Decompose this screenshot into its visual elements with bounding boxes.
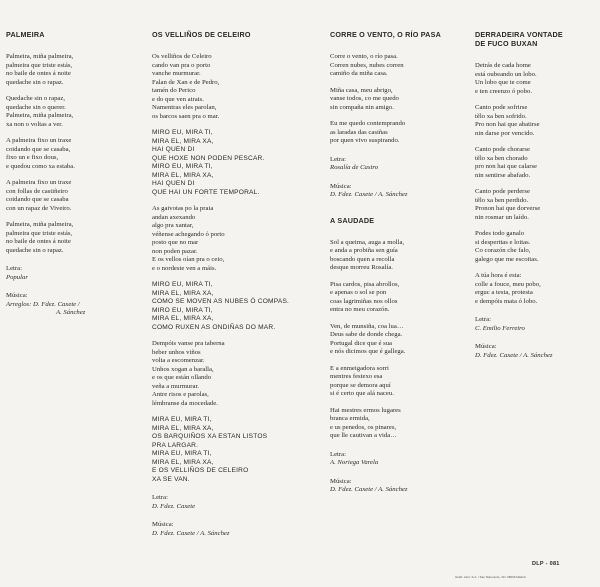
lyric-line: palmeira que triste estás, <box>6 229 73 237</box>
stanza <box>152 416 322 484</box>
lyric-line: Falan de Xan e de Pedro, <box>152 78 220 86</box>
lyric-line: boscando quen a recolla <box>330 255 395 263</box>
lyric-line: algo pra xantar, <box>152 222 194 229</box>
stanza <box>330 281 460 315</box>
stanza <box>330 407 460 441</box>
lyric-line: branca ermida, <box>330 415 370 422</box>
lyric-line: pro non hai que calarse <box>475 163 538 170</box>
lyric-line: vanse todos, co me quedo <box>330 95 399 102</box>
musica-value: D. Fdez. Caxete / A. Sánchez <box>152 529 230 537</box>
musica-value-line: Arreglos: D. Fdez. Caxete / <box>6 300 80 308</box>
stanza <box>330 365 460 399</box>
lyrics-palmeira <box>6 53 131 255</box>
lyric-line: quedache sin o querer. <box>6 103 66 111</box>
lyric-line: A palmeira fixo un traxe <box>6 179 72 186</box>
lyric-line: erguc a testa, protesta <box>475 289 533 296</box>
letra-label: Letra: <box>330 155 346 163</box>
musica-label: Música: <box>330 477 352 485</box>
lyric-line: Eu me quedo contemprando <box>330 120 406 127</box>
stanza <box>330 120 460 146</box>
musica-value: D. Fdez. Caxete / A. Sánchez <box>330 486 408 493</box>
lyric-line: e do que ven atrais. <box>152 95 204 103</box>
lyric-line: xa non o voltas a ver. <box>6 120 63 128</box>
letra-label: Letra: <box>152 494 168 501</box>
lyric-line: XA SE VAN. <box>152 475 190 483</box>
lyric-line: e os que están ollando <box>152 374 212 381</box>
lyric-line: Podes todo ganalo <box>475 230 525 237</box>
stanza <box>330 87 460 113</box>
lyric-line: nin sentirse abafado. <box>475 171 531 179</box>
lyric-line: e quedou como xa estaba. <box>6 162 75 170</box>
lyric-line: tělo xa ben perdido. <box>475 196 529 204</box>
lyric-line: Dempóis vanse pra taberna <box>152 340 225 347</box>
lyric-line: que lle cautivan a vida… <box>330 432 397 439</box>
letra-value: Rosalía de Castro <box>330 164 379 171</box>
lyric-line: desque morreu Rosalía. <box>330 264 393 271</box>
lyric-line: sin compaña nin amigo. <box>330 103 394 111</box>
lyric-line: e us penedos, os pinares, <box>330 423 397 431</box>
lyric-line: camiño da miña casa. <box>330 70 388 77</box>
stanza <box>475 230 595 264</box>
stanza <box>6 221 131 255</box>
lyric-line: Corre o vento, o río pasa. <box>330 53 398 60</box>
lyric-line: HAI QUEN DI <box>152 146 195 153</box>
letra-value: Popular <box>6 273 28 281</box>
lyric-line: cando van pra o porto <box>152 61 211 69</box>
lyric-line: coas lagrimiñas nos ollos <box>330 297 398 305</box>
stanza <box>6 95 131 129</box>
lyric-line: Canto pode perderse <box>475 188 530 195</box>
lyric-line: nin rosmar un laído. <box>475 213 529 221</box>
column-palmeira <box>6 30 131 318</box>
lyric-line: Deus sabe de donde chega. <box>330 331 403 338</box>
lyric-line: E OS VELLIÑOS DE CELEIRO <box>152 467 249 474</box>
lyric-line: no baile de ontes á noite <box>6 238 71 245</box>
song-title-derradeira <box>475 30 595 48</box>
lyric-line: mentres festexo esa <box>330 373 383 380</box>
lyric-line: MIRA EU, MIRA TI, <box>152 416 212 423</box>
lyric-line: Pronon hai que dorverse <box>475 205 541 212</box>
stanza <box>6 179 131 213</box>
stanza <box>475 272 595 306</box>
lyric-line: galego que me escoitas. <box>475 255 539 263</box>
stanza <box>475 146 595 180</box>
musica-value: D. Fdez. Caxete / A. Sánchez <box>330 191 408 198</box>
lyric-line: MIRA EL, MIRA XA, <box>152 289 214 297</box>
catalog-number: DLP - 081 <box>532 561 560 567</box>
lyric-line: Palmeira, miña palmeira, <box>6 221 74 228</box>
column-corre-saudade <box>330 30 460 495</box>
musica-label: Música: <box>6 292 28 299</box>
lyric-line: Palmeira, miña palmeira, <box>6 112 74 119</box>
stanza <box>152 53 322 121</box>
lyric-line: con follas de castiñeiro <box>6 187 68 195</box>
lyric-line: MIRO EU, MIRA TI, <box>152 163 213 170</box>
lyric-line: MIRA EU, MIRA TI, <box>152 450 212 457</box>
lyric-line: colle a fouce, meu pobo, <box>475 280 541 288</box>
column-vellinos <box>152 30 322 538</box>
lyric-line: lémbranse da mocedade. <box>152 399 218 407</box>
stanza <box>475 188 595 222</box>
lyric-line: vanche murmurar. <box>152 70 201 77</box>
stanza <box>330 53 460 79</box>
lyric-line: veña a murmurar. <box>152 382 199 390</box>
lyric-line: fixo un e fixo dous, <box>6 154 59 161</box>
lyric-line: por quen vivo suspirando. <box>330 137 400 144</box>
lyrics-corre <box>330 53 460 146</box>
lyric-line: nin darse por vencido. <box>475 129 535 137</box>
lyric-line: quedache sin o rapaz. <box>6 78 64 86</box>
lyric-line: A palmeira fixo un traxe <box>6 137 72 144</box>
lyric-line: PRA LARGAR. <box>152 441 199 449</box>
lyric-line: MIRO EU, MIRA TI, <box>152 129 213 136</box>
title-line: DE FUCO BUXAN <box>475 39 538 48</box>
lyric-line: no baile de ontes á noite <box>6 70 71 77</box>
lyric-line: volta a escomenzar. <box>152 357 205 364</box>
stanza <box>152 340 322 408</box>
lyric-line: e apenas o sol se pon <box>330 289 387 296</box>
lyric-line: tamén do Perico <box>152 87 196 94</box>
lyric-line: tělo xa ben sofrido. <box>475 112 527 120</box>
lyrics-vellinos <box>152 53 322 484</box>
lyric-line: posto que no mar <box>152 239 199 246</box>
musica-value: D. Fdez. Caxete / A. Sánchez <box>475 351 553 359</box>
lyric-line: con un rapaz de Viveiro. <box>6 204 72 212</box>
lyric-line: MIRA EL, MIRA XA, <box>152 137 214 145</box>
lyric-line: MIRA EL, MIRA XA, <box>152 315 214 322</box>
stanza <box>6 137 131 171</box>
lyric-line: QUE HAI UN FORTE TEMPORAL. <box>152 188 260 196</box>
lyric-line: coidando que se casaba <box>6 196 69 203</box>
letra-value: C. Emilio Ferreiro <box>475 324 525 332</box>
stanza <box>152 129 322 197</box>
lyric-line: As gaivotas po la praia <box>152 205 214 212</box>
lyric-line: palmeira que triste estás, <box>6 61 73 69</box>
letra-label: Letra: <box>6 265 22 272</box>
stanza <box>475 62 595 96</box>
lyric-line: MIRO EU, MIRA TI, <box>152 306 213 314</box>
lyric-line: e ten creenzo ó pobo. <box>475 87 533 95</box>
lyric-line: e nós dicimos que é gallega. <box>330 348 406 355</box>
song-title-vellinos: OS VELLIÑOS DE CELEIRO <box>152 30 251 39</box>
lyric-line: Co corazón che falo, <box>475 247 531 254</box>
lyric-line: QUE HOXE NON PODEN PESCAR. <box>152 154 265 162</box>
song-title-saudade: A SAUDADE <box>330 215 375 225</box>
lyric-line: Palmeira, miña palmeira, <box>6 53 74 60</box>
lyric-line: e o nordeste ven a máis. <box>152 264 217 272</box>
lyric-line: si desperttas e loitas. <box>475 238 531 246</box>
lyric-line: Detrás de cada home <box>475 62 531 69</box>
lyric-line: E a enmeigadora sorri <box>330 364 389 372</box>
song-title-corre: CORRE O VENTO, O RÍO PASA <box>330 30 441 39</box>
lyric-line: beber unhos viños <box>152 348 201 356</box>
lyric-line: Ven, de munsiña, coa lua… <box>330 322 404 330</box>
stanza <box>330 239 460 273</box>
letra-label: Letra: <box>330 450 346 458</box>
lyric-line: Pro non hai que abatirse <box>475 121 540 128</box>
lyric-line: Unhos xogan a baralla, <box>152 365 214 373</box>
column-derradeira <box>475 30 595 360</box>
lyric-line: Namentras eles parolan, <box>152 104 217 111</box>
stanza <box>6 53 131 87</box>
lyric-line: MIRO EU, MIRA TI, <box>152 281 213 288</box>
lyric-line: os barcos saen pra o mar. <box>152 112 220 120</box>
lyric-line: porque se demora aquí <box>330 381 391 389</box>
lyric-line: si é certo que alá naceu. <box>330 390 394 397</box>
lyric-line: MIRA EL, MIRA XA, <box>152 458 214 466</box>
musica-label: Música: <box>330 182 352 190</box>
lyric-line: andan axexando <box>152 213 196 221</box>
stanza <box>330 323 460 357</box>
lyric-line: tělo xa ben chorado <box>475 154 528 162</box>
title-line: DERRADEIRA VONTADE <box>475 30 563 39</box>
stanza <box>475 104 595 138</box>
lyric-line: e anda a probiña sen guía <box>330 247 398 254</box>
lyric-line: MIRA EL, MIRA XA, <box>152 424 214 432</box>
lyric-line: coidando que se casaba, <box>6 145 71 153</box>
lyric-line: Quedache sin o rapaz, <box>6 95 66 102</box>
letra-label: Letra: <box>475 316 491 323</box>
lyric-line: véñense achegando ó porto <box>152 230 225 238</box>
lyric-line: Pisa cardos, pisa abrollos, <box>330 280 400 288</box>
lyric-line: COMO RUXEN AS ONDIÑAS DO MAR. <box>152 323 276 331</box>
lyric-line: Miña casa, meu abrigo, <box>330 86 393 94</box>
lyric-line: E os vellos oían pra o ceio, <box>152 256 225 263</box>
song-title-palmeira: PALMEIRA <box>6 30 45 39</box>
lyric-line: e dempóis mata ó lobo. <box>475 297 538 305</box>
stanza <box>152 205 322 273</box>
lyric-line: MIRA EL, MIRA XA, <box>152 171 214 179</box>
lyric-line: Hai mestres ermos lugares <box>330 406 401 414</box>
stanza <box>152 281 322 332</box>
lyric-line: quedache sin o rapaz. <box>6 246 64 254</box>
printer-credit: Gráfs. ALG, S.A. / San Raimundo, 30 / 28039 Madrid <box>455 575 526 579</box>
lyrics-derradeira <box>475 62 595 306</box>
letra-value: D. Fdez. Caxete <box>152 502 196 510</box>
lyrics-saudade <box>330 239 460 441</box>
lyric-line: non poden pazar. <box>152 247 198 255</box>
lyric-line: Sol a queima, auga a molla, <box>330 238 405 246</box>
lyric-line: entra no meu corazón. <box>330 306 390 313</box>
letra-value: A. Noriega Varela <box>330 459 379 466</box>
lyric-line: A túa hora é esta: <box>475 272 522 279</box>
musica-value-line: A. Sánchez <box>56 309 86 316</box>
lyric-line: Corren nubes, nubes corren <box>330 61 404 69</box>
musica-label: Música: <box>152 521 174 528</box>
lyric-line: está oubeando un lobo. <box>475 70 537 78</box>
lyric-line: OS BARQUIÑOS XA ESTAN LISTOS <box>152 433 268 440</box>
lyric-line: COMO SE MOVEN AS NUBES Ó COMPAS. <box>152 298 290 305</box>
lyric-line: Os velliños de Celeiro <box>152 53 212 60</box>
lyric-line: Portugal dice que é sua <box>330 339 393 347</box>
lyric-line: Un lobo que te come <box>475 79 531 86</box>
musica-label: Música: <box>475 343 497 350</box>
lyric-line: as laradas das casiñas <box>330 128 388 136</box>
lyric-line: Canto pode sofrirse <box>475 104 528 111</box>
lyric-line: Antre risos e parolas, <box>152 391 209 398</box>
lyric-line: HAI QUEN DI <box>152 180 195 187</box>
lyric-line: Canto pode chorarse <box>475 146 530 153</box>
